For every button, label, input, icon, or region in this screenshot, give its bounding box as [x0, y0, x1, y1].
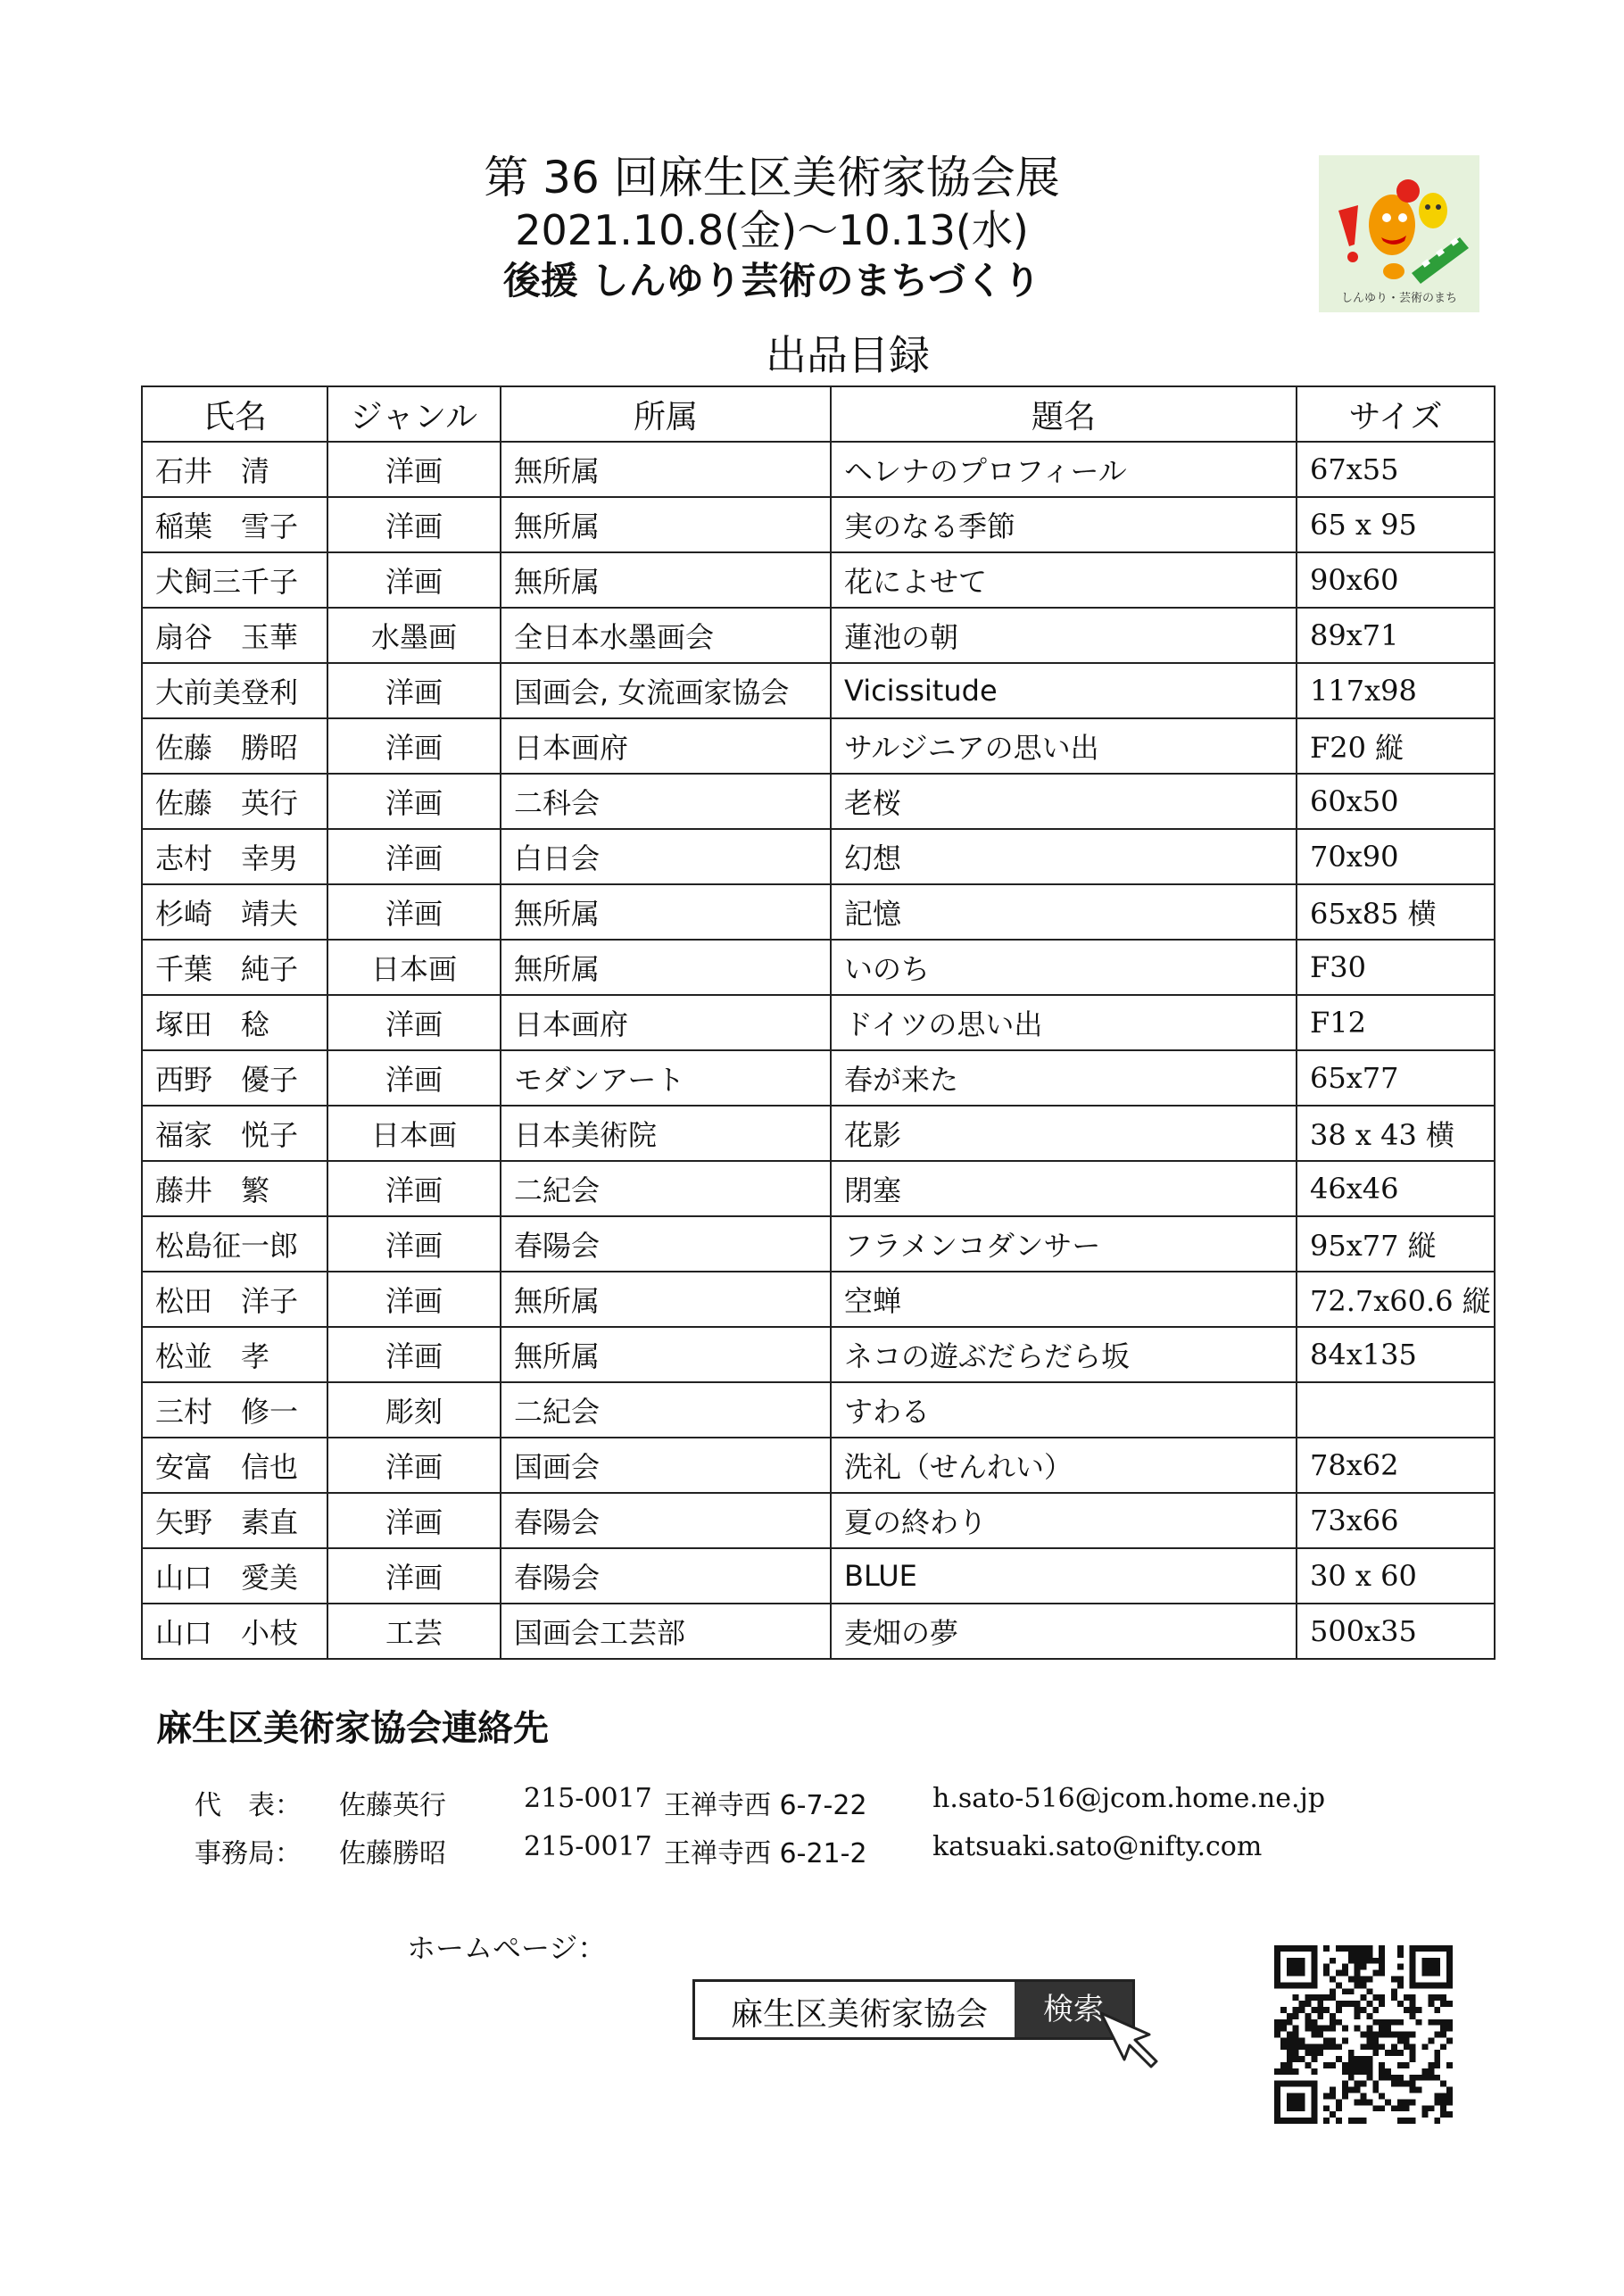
cell-affiliation: 無所属: [501, 884, 831, 940]
table-row: [142, 1604, 1495, 1659]
cell-artist-name: 福家 悦子: [142, 1106, 327, 1161]
logo-art-icon: [1319, 155, 1479, 289]
cell-affiliation: 国画会工芸部: [501, 1604, 831, 1659]
table-row: [142, 663, 1495, 718]
contact-address: 王禅寺西 6-21-2: [664, 1838, 867, 1869]
contact-row-office: [0, 1831, 1624, 1867]
cell-work-title: 洗礼（せんれい）: [831, 1438, 1297, 1493]
cell-artist-name: 杉崎 靖夫: [142, 884, 327, 940]
cell-affiliation: 春陽会: [501, 1493, 831, 1548]
cell-genre: 洋画: [327, 884, 501, 940]
cell-genre: 洋画: [327, 1050, 501, 1106]
cell-affiliation: 日本美術院: [501, 1106, 831, 1161]
cell-work-title: 春が来た: [831, 1050, 1297, 1106]
cell-work-title: 花によせて: [831, 552, 1297, 608]
cell-size: 65x77: [1297, 1050, 1495, 1106]
cell-genre: 洋画: [327, 442, 501, 497]
contact-heading: 麻生区美術家協会連絡先: [156, 1708, 549, 1749]
cell-size: 90x60: [1297, 552, 1495, 608]
table-row: [142, 1272, 1495, 1327]
cell-size: 72.7x60.6 縦: [1297, 1272, 1495, 1327]
cell-artist-name: 志村 幸男: [142, 829, 327, 884]
cell-artist-name: 大前美登利: [142, 663, 327, 718]
contact-role: 事務局：: [195, 1838, 302, 1869]
column-header-title: 題名: [831, 386, 1297, 442]
cell-work-title: ドイツの思い出: [831, 995, 1297, 1050]
cell-work-title: 閉塞: [831, 1161, 1297, 1216]
table-row: [142, 829, 1495, 884]
cell-affiliation: 白日会: [501, 829, 831, 884]
table-row: [142, 1382, 1495, 1438]
cell-genre: 日本画: [327, 940, 501, 995]
cell-size: 84x135: [1297, 1327, 1495, 1382]
cell-artist-name: 稲葉 雪子: [142, 497, 327, 552]
catalog-table: [141, 385, 1496, 1660]
cell-affiliation: 日本画府: [501, 718, 831, 774]
column-header-size: サイズ: [1297, 386, 1495, 442]
table-row: [142, 1106, 1495, 1161]
contact-postal: 215-0017: [524, 1831, 652, 1862]
cell-genre: 洋画: [327, 1438, 501, 1493]
search-text: 麻生区美術家協会: [731, 1996, 989, 2033]
logo-caption: しんゆり・芸術のまち: [1340, 292, 1457, 305]
cell-affiliation: 二科会: [501, 774, 831, 829]
table-row: [142, 884, 1495, 940]
cell-artist-name: 犬飼三千子: [142, 552, 327, 608]
homepage-label: ホームページ：: [407, 1931, 607, 1965]
cell-artist-name: 山口 小枝: [142, 1604, 327, 1659]
cell-artist-name: 矢野 素直: [142, 1493, 327, 1548]
table-row: [142, 1050, 1495, 1106]
cell-artist-name: 山口 愛美: [142, 1548, 327, 1604]
cell-work-title: 蓮池の朝: [831, 608, 1297, 663]
cell-artist-name: 松並 孝: [142, 1327, 327, 1382]
contact-name: 佐藤英行: [339, 1790, 446, 1821]
cell-genre: 洋画: [327, 1327, 501, 1382]
cell-genre: 洋画: [327, 1161, 501, 1216]
cell-work-title: 夏の終わり: [831, 1493, 1297, 1548]
cell-genre: 洋画: [327, 718, 501, 774]
cell-work-title: 記憶: [831, 884, 1297, 940]
cell-artist-name: 塚田 稔: [142, 995, 327, 1050]
catalog-body: [142, 442, 1495, 1659]
cell-genre: 洋画: [327, 1272, 501, 1327]
table-row: [142, 1438, 1495, 1493]
cell-affiliation: 全日本水墨画会: [501, 608, 831, 663]
cell-size: 67x55: [1297, 442, 1495, 497]
table-row: [142, 1216, 1495, 1272]
table-row: [142, 1548, 1495, 1604]
cell-size: 46x46: [1297, 1161, 1495, 1216]
cell-artist-name: 佐藤 勝昭: [142, 718, 327, 774]
contact-role: 代 表：: [195, 1790, 302, 1821]
contact-address: 王禅寺西 6-7-22: [664, 1790, 867, 1821]
cell-size: F30: [1297, 940, 1495, 995]
cell-work-title: サルジニアの思い出: [831, 718, 1297, 774]
cell-artist-name: 扇谷 玉華: [142, 608, 327, 663]
cell-size: 89x71: [1297, 608, 1495, 663]
cell-work-title: Vicissitude: [831, 663, 1297, 718]
table-row: [142, 1327, 1495, 1382]
table-row: [142, 718, 1495, 774]
cell-affiliation: 二紀会: [501, 1382, 831, 1438]
table-row: [142, 1161, 1495, 1216]
cursor-arrow-icon: [1098, 2010, 1162, 2074]
cell-work-title: 空蝉: [831, 1272, 1297, 1327]
cell-size: 117x98: [1297, 663, 1495, 718]
table-row: [142, 1493, 1495, 1548]
cell-affiliation: 無所属: [501, 497, 831, 552]
table-row: [142, 497, 1495, 552]
cell-artist-name: 安富 信也: [142, 1438, 327, 1493]
cell-genre: 日本画: [327, 1106, 501, 1161]
cell-artist-name: 佐藤 英行: [142, 774, 327, 829]
cell-size: 38 x 43 横: [1297, 1106, 1495, 1161]
cell-size: 73x66: [1297, 1493, 1495, 1548]
cell-genre: 洋画: [327, 829, 501, 884]
cell-affiliation: 国画会, 女流画家協会: [501, 663, 831, 718]
shinyuri-logo-icon: [1319, 155, 1479, 312]
table-row: [142, 608, 1495, 663]
contact-postal: 215-0017: [524, 1783, 652, 1814]
cell-affiliation: 無所属: [501, 552, 831, 608]
table-row: [142, 995, 1495, 1050]
contact-name: 佐藤勝昭: [339, 1838, 446, 1869]
cell-size: 500x35: [1297, 1604, 1495, 1659]
cell-affiliation: 国画会: [501, 1438, 831, 1493]
cell-work-title: 麦畑の夢: [831, 1604, 1297, 1659]
cell-work-title: BLUE: [831, 1548, 1297, 1604]
cell-work-title: 花影: [831, 1106, 1297, 1161]
cell-work-title: 幻想: [831, 829, 1297, 884]
cell-affiliation: 日本画府: [501, 995, 831, 1050]
cell-genre: 彫刻: [327, 1382, 501, 1438]
cell-affiliation: 無所属: [501, 1272, 831, 1327]
search-button[interactable]: 検索: [1015, 1982, 1132, 2037]
cell-work-title: ヘレナのプロフィール: [831, 442, 1297, 497]
exhibition-title: 第 36 回麻生区美術家協会展: [484, 152, 1060, 203]
cell-genre: 洋画: [327, 663, 501, 718]
cell-genre: 洋画: [327, 1493, 501, 1548]
exhibition-dates: 2021.10.8(金)～10.13(水): [515, 206, 1029, 254]
table-row: [142, 774, 1495, 829]
catalog-title: 出品目録: [766, 331, 930, 379]
cell-genre: 洋画: [327, 1216, 501, 1272]
cell-work-title: 老桜: [831, 774, 1297, 829]
cell-genre: 洋画: [327, 1548, 501, 1604]
contact-email[interactable]: h.sato-516@jcom.home.ne.jp: [932, 1783, 1326, 1814]
cell-size: [1297, 1382, 1495, 1438]
cell-artist-name: 西野 優子: [142, 1050, 327, 1106]
column-header-genre: ジャンル: [327, 386, 501, 442]
contact-email[interactable]: katsuaki.sato@nifty.com: [932, 1831, 1263, 1862]
cell-genre: 水墨画: [327, 608, 501, 663]
cell-size: F20 縦: [1297, 718, 1495, 774]
cell-affiliation: モダンアート: [501, 1050, 831, 1106]
cell-size: 30 x 60: [1297, 1548, 1495, 1604]
cell-genre: 洋画: [327, 497, 501, 552]
cell-work-title: いのち: [831, 940, 1297, 995]
cell-artist-name: 石井 清: [142, 442, 327, 497]
cell-size: F12: [1297, 995, 1495, 1050]
cell-size: 78x62: [1297, 1438, 1495, 1493]
cell-genre: 工芸: [327, 1604, 501, 1659]
cell-artist-name: 三村 修一: [142, 1382, 327, 1438]
column-header-name: 氏名: [142, 386, 327, 442]
cell-size: 60x50: [1297, 774, 1495, 829]
cell-size: 65 x 95: [1297, 497, 1495, 552]
cell-genre: 洋画: [327, 995, 501, 1050]
cell-work-title: ネコの遊ぶだらだら坂: [831, 1327, 1297, 1382]
cell-work-title: すわる: [831, 1382, 1297, 1438]
table-row: [142, 442, 1495, 497]
cell-artist-name: 松島征一郎: [142, 1216, 327, 1272]
cell-affiliation: 春陽会: [501, 1216, 831, 1272]
table-row: [142, 552, 1495, 608]
cell-size: 65x85 横: [1297, 884, 1495, 940]
cell-size: 70x90: [1297, 829, 1495, 884]
support-line: 後援 しんゆり芸術のまちづくり: [502, 259, 1041, 303]
table-header-row: [142, 386, 1495, 442]
cell-work-title: フラメンコダンサー: [831, 1216, 1297, 1272]
cell-genre: 洋画: [327, 774, 501, 829]
cell-affiliation: 無所属: [501, 442, 831, 497]
column-header-affiliation: 所属: [501, 386, 831, 442]
cell-affiliation: 二紀会: [501, 1161, 831, 1216]
cell-affiliation: 春陽会: [501, 1548, 831, 1604]
table-row: [142, 940, 1495, 995]
cell-artist-name: 松田 洋子: [142, 1272, 327, 1327]
cell-genre: 洋画: [327, 552, 501, 608]
cell-size: 95x77 縦: [1297, 1216, 1495, 1272]
cell-affiliation: 無所属: [501, 940, 831, 995]
contact-row-representative: [0, 1783, 1624, 1819]
cell-artist-name: 千葉 純子: [142, 940, 327, 995]
homepage-search-box[interactable]: [692, 1979, 1135, 2040]
cell-artist-name: 藤井 繁: [142, 1161, 327, 1216]
qr-code-icon[interactable]: [1274, 1945, 1453, 2124]
cell-affiliation: 無所属: [501, 1327, 831, 1382]
cell-work-title: 実のなる季節: [831, 497, 1297, 552]
